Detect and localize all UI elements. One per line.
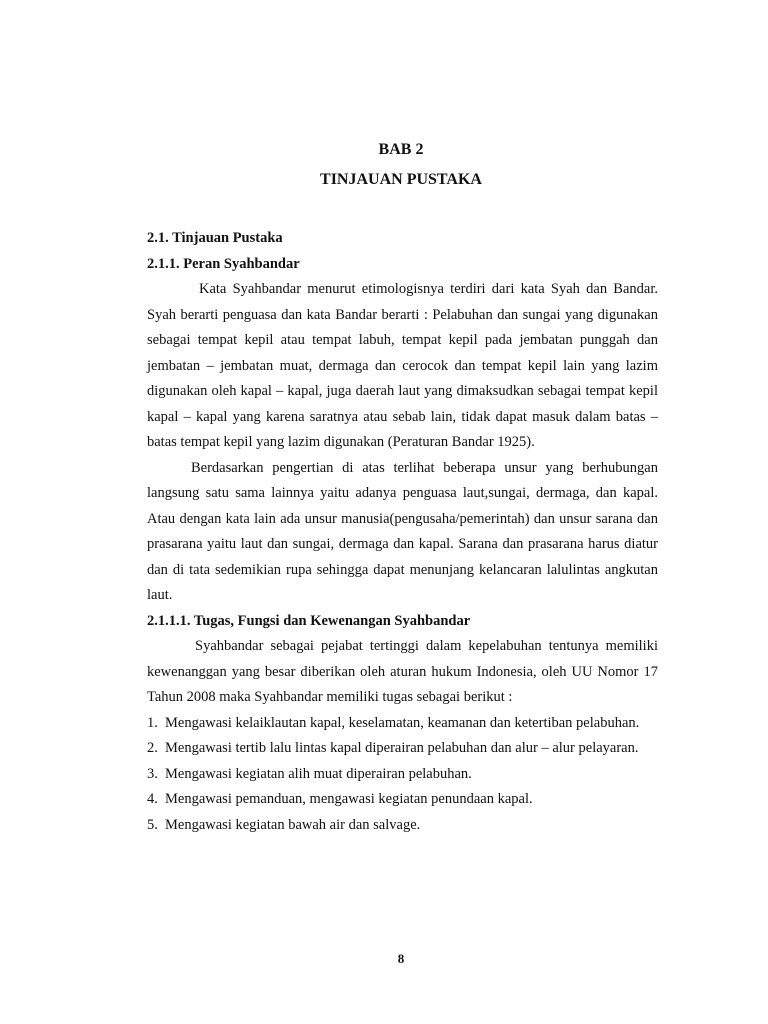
list-item-number: 5. [147,816,158,833]
list-item [147,813,658,839]
section-heading: 2.1. Tinjauan Pustaka [147,230,283,246]
document-body [147,226,658,838]
list-item [147,762,658,788]
list-item [147,787,658,813]
list-item-text: Mengawasi kegiatan bawah air dan salvage. [165,816,421,833]
list-item-text: Mengawasi kelaiklautan kapal, keselamatan, keamanan dan ketertiban pelabuhan. [165,714,640,731]
subsection-heading: 2.1.1. Peran Syahbandar [147,255,300,272]
list-item [147,736,658,762]
paragraph: Syahbandar sebagai pejabat tertinggi dalam kepelabuhan tentunya memiliki kewenanggan yang besar diberikan oleh aturan hukum Indonesia, oleh UU Nomor 17 Tahun 2008 maka Syahbandar memiliki tugas sebagai berikut : [147,638,658,705]
page-number: 8 [397,951,405,966]
list-item-number: 4. [147,791,158,807]
list-item [147,711,658,737]
paragraph: Kata Syahbandar menurut etimologisnya terdiri dari kata Syah dan Bandar. Syah berarti penguasa dan kata Bandar berarti : Pelabuhan dan sungai yang digunakan sebagai tempat kepil atau tempat labuh, tempat kepil pada jembatan punggah dan jembatan – jembatan muat, dermaga dan cerocok dan tempat kepil lain yang lazim digunakan oleh kapal – kapal, juga daerah laut yang dimaksudkan sebagai tempat kepil kapal – kapal yang karena saratnya atau sebab lain, tidak dapat masuk dalam batas – batas tempat kepil yang lazim digunakan (Peraturan Bandar 1925). [147,281,658,450]
chapter-title: TINJAUAN PUSTAKA [320,171,482,188]
list-item-text: Mengawasi pemanduan, mengawasi kegiatan penundaan kapal. [165,791,533,807]
duty-list [147,711,658,839]
paragraph: Berdasarkan pengertian di atas terlihat beberapa unsur yang berhubungan langsung satu sama lainnya yaitu adanya penguasa laut,sungai, dermaga, dan kapal. Atau dengan kata lain ada unsur manusia(pengusaha/pemerintah) dan unsur sarana dan prasarana yaitu laut dan sungai, dermaga dan kapal. Sarana dan prasarana harus diatur dan di tata sedemikian rupa sehingga dapat menunjang kelancaran lalulintas angkutan laut. [147,459,658,603]
chapter-number: BAB 2 [378,141,424,158]
list-item-number: 1. [147,714,158,731]
subsubsection-heading: 2.1.1.1. Tugas, Fungsi dan Kewenangan Syahbandar [147,612,471,629]
list-item-text: Mengawasi tertib lalu lintas kapal diperairan pelabuhan dan alur – alur pelayaran. [165,740,639,756]
list-item-number: 3. [147,765,158,782]
list-item-number: 2. [147,740,158,756]
list-item-text: Mengawasi kegiatan alih muat diperairan pelabuhan. [165,765,472,782]
